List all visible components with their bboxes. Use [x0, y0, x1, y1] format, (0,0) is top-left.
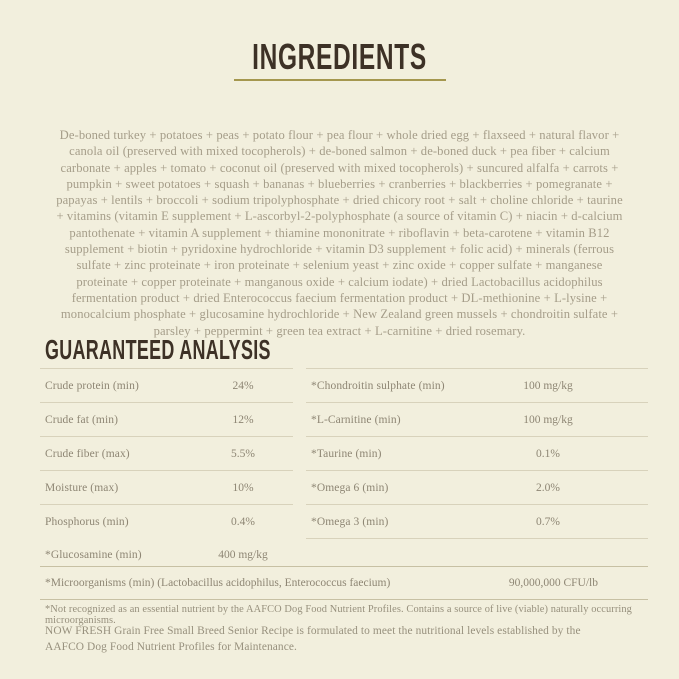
row-value: 0.4% [231, 515, 255, 528]
guaranteed-analysis-tables [40, 368, 648, 571]
row-label: *Chondroitin sulphate (min) [311, 379, 445, 392]
row-label: Crude fat (min) [45, 413, 119, 426]
row-label: Phosphorus (min) [45, 515, 129, 528]
row-value: 12% [232, 413, 254, 426]
gold-divider-rule [234, 79, 446, 81]
table-row [40, 471, 293, 505]
row-label: Moisture (max) [45, 481, 119, 494]
table-row [306, 505, 648, 539]
guaranteed-analysis-title: GUARANTEED ANALYSIS [45, 334, 271, 365]
table-row [306, 403, 648, 437]
row-value: 100 mg/kg [523, 379, 573, 392]
table-row [40, 369, 293, 403]
row-value: 5.5% [231, 447, 255, 460]
row-label: *Glucosamine (min) [45, 548, 142, 561]
table-row [306, 471, 648, 505]
analysis-table-left [40, 368, 293, 571]
table-row [306, 369, 648, 403]
row-label: *L-Carnitine (min) [311, 413, 401, 426]
analysis-table-right [306, 368, 648, 571]
row-value: 2.0% [536, 481, 560, 494]
row-value: 400 mg/kg [218, 548, 268, 561]
ingredients-header [0, 36, 679, 78]
microorganisms-row [40, 566, 648, 600]
row-value: 0.1% [536, 447, 560, 460]
row-label: *Omega 3 (min) [311, 515, 389, 528]
row-label: *Omega 6 (min) [311, 481, 389, 494]
row-label: Crude protein (min) [45, 379, 139, 392]
table-row [306, 437, 648, 471]
row-value: 24% [232, 379, 254, 392]
row-value: 10% [232, 481, 254, 494]
row-value: 90,000,000 CFU/lb [508, 577, 598, 589]
table-row [40, 403, 293, 437]
ingredients-title: INGREDIENTS [252, 36, 427, 77]
guaranteed-analysis-header [45, 334, 398, 366]
row-label: *Microorganisms (min) (Lactobacillus acidophilus, Enterococcus faecium) [45, 577, 391, 589]
table-row [40, 505, 293, 538]
row-value: 100 mg/kg [523, 413, 573, 426]
row-label: Crude fiber (max) [45, 447, 130, 460]
row-label: *Taurine (min) [311, 447, 382, 460]
row-value: 0.7% [536, 515, 560, 528]
aafco-footnote: *Not recognized as an essential nutrient by the AAFCO Dog Food Nutrient Profiles. Contains a source of live (viable) naturally occurring microorganisms. [45, 604, 632, 626]
table-row [40, 437, 293, 471]
ingredients-list-text: De-boned turkey + potatoes + peas + potato flour + pea flour + whole dried egg + flaxseed + natural flavor + canola oil (preserved with mixed tocopherols) + de-boned salmon + de-boned duck + pea fiber + calcium carbonate + apples + tomato + coconut oil (preserved with mixed tocopherols) + suncured alfalfa + carrots + pumpkin + sweet potatoes + squash + bananas + blueberries + cranberries + blackberries + pomegranate + papayas + lentils + broccoli + sodium tripolyphosphate + dried chicory root + salt + choline chloride + taurine + vitamins (vitamin E supplement + L-ascorbyl-2-polyphosphate (a source of vitamin C) + niacin + d-calcium pantothenate + vitamin A supplement + thiamine mononitrate + riboflavin + beta-carotene + vitamin B12 supplement + biotin + pyridoxine hydrochloride + vitamin D3 supplement + folic acid) + minerals (ferrous sulfate + zinc proteinate + iron proteinate + selenium yeast + zinc oxide + copper sulfate + manganese proteinate + copper proteinate + manganous oxide + calcium iodate) + dried Lactobacillus acidophilus fermentation product + dried Enterococcus faecium fermentation product + DL-methionine + L-lysine + monocalcium phosphate + glucosamine hydrochloride + New Zealand green mussels + chondroitin sulfate + parsley + peppermint + green tea extract + L-carnitine + dried rosemary. [56, 128, 623, 338]
formulation-statement: NOW FRESH Grain Free Small Breed Senior Recipe is formulated to meet the nutritional levels established by the AAFCO Dog Food Nutrient Profiles for Maintenance. [45, 625, 581, 653]
